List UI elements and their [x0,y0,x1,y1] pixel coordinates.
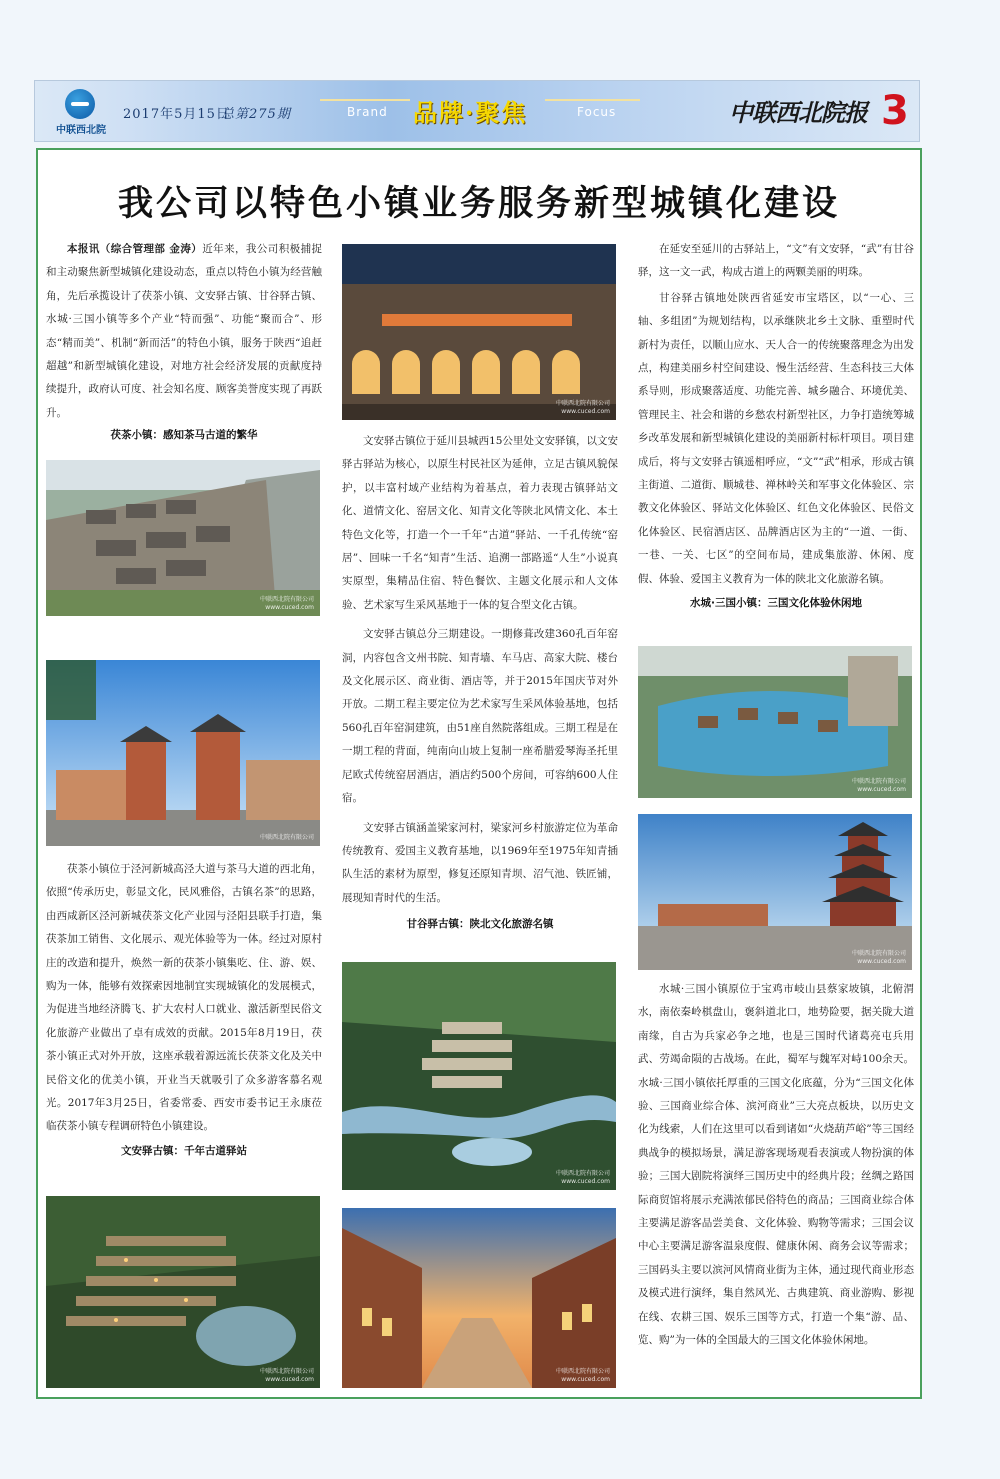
photo-fucha-aerial: 中联西北院有限公司 www.cuced.com [46,460,320,616]
divider-line [320,99,410,101]
byline: 本报讯（综合管理部 金涛） [67,243,203,255]
article-column-2 [342,430,618,934]
photo-ganguyi-aerial: 中联西北院有限公司 www.cuced.com [342,962,616,1190]
paragraph-sanguo: 水城·三国小镇原位于宝鸡市岐山县蔡家坡镇，北俯渭水，南依秦岭棋盘山，褒斜道北口，地势险要，据关陇大道南缘，自古为兵家必争之地，也是三国时代诸葛亮屯兵用武、劳竭命陨的古战场。在此，蜀军与魏军对峙100余天。水城·三国小镇依托厚重的三国文化底蕴，分为“三国文化体验、三国商业综合体、滨河商业”三大亮点板块，以历史文化为线索，人们在这里可以看到诸如“火烧葫芦峪”等三国经典战争的模拟场景，满足游客现场观看表演或人物扮演的体验；三国大剧院将演绎三国历史中的经典片段；丝绸之路国际商贸馆将展示充满浓郁民俗特色的商品；三国商业综合体主要满足游客品尝美食、文化体验、购物等需求；三国会议中心主要满足游客温泉度假、健康休闲、商务会议等需求；三国码头主要以滨河风情商业街为主体，通过现代商业形态及模式进行演绎，集自然风光、古典建筑、商业游购、影视在线、农耕三国、娱乐三国等方式，打造一个集“游、品、览、购”为一体的全国最大的三国文化体验休闲地。 [638,983,914,1347]
article-column-3 [638,238,914,613]
section-label-en-right: Focus [577,105,617,119]
page-number: 3 [881,88,909,134]
photo-ganguyi-street: 中联西北院有限公司 www.cuced.com [342,1208,616,1388]
article-column-1 [46,238,322,445]
article-headline: 我公司以特色小镇业务服务新型城镇化建设 [117,184,840,224]
issue-date: 2017年5月15日 [123,107,230,122]
paragraph-ganguyi-1: 在延安至延川的古驿站上，“文”有文安驿，“武”有甘谷驿，这一文一武，构成古道上的两颗美丽的明珠。 [638,243,914,279]
photo-wenanyi-night: 中联西北院有限公司 www.cuced.com [342,244,616,420]
paragraph-wenanyi-2: 文安驿古镇总分三期建设。一期修葺改建360孔百年窑洞，内容包含文州书院、知青墙、车马店、高家大院、楼台及文化展示区、商业街、酒店等，并于2015年国庆节对外开放。二期工程主要定位为艺术家写生采风体验基地，包括560孔百年窑洞建筑，由51座自然院落组成。三期工程是在一期工程的背面，纯南向山坡上复制一座希腊爱琴海圣托里尼欧式传统窑居酒店，酒店约500个房间，可容纳600人住宿。 [342,628,618,805]
company-logo [49,87,113,139]
intro-text: 近年来，我公司积极捕捉和主动聚焦新型城镇化建设动态，重点以特色小镇为经营触角，先后承揽设计了茯茶小镇、文安驿古镇、甘谷驿古镇、水城·三国小镇等多个产业“特而强”、功能“聚而合”、形态“精而美”、机制“新而活”的特色小镇，服务于陕西“追赶超越”和新型城镇化建设，对地方社会经济发展的贡献度持续提升，政府认可度、社会知名度、顾客美誉度实现了再跃升。 [46,243,322,419]
newspaper-name: 中联西北院报 [729,98,867,127]
photo-fucha-gate: 中联西北院有限公司 [46,660,320,846]
subhead-fucha: 茯茶小镇：感知茶马古道的繁华 [110,429,258,442]
photo-sanguo-pagoda: 中联西北院有限公司 www.cuced.com [638,814,912,970]
paragraph-wenanyi-3: 文安驿古镇涵盖梁家河村，梁家河乡村旅游定位为革命传统教育、爱国主义教育基地，以1969年至1975年知青插队生活的素材为原型，修复还原知青坝、沼气池、铁匠铺，展现知青时代的生活。 [342,821,618,904]
subhead-wenanyi: 文安驿古镇：千年古道驿站 [121,1144,247,1157]
photo-sanguo-water: 中联西北院有限公司 www.cuced.com [638,646,912,798]
photo-wenanyi-aerial: 中联西北院有限公司 www.cuced.com [46,1196,320,1388]
section-label-en-left: Brand [347,105,388,119]
article-column-3-continued [638,978,914,1353]
section-title: 品牌·聚焦 [413,98,528,127]
paragraph-ganguyi-2: 甘谷驿古镇地处陕西省延安市宝塔区，以“一心、三轴、多组团”为规划结构，以承继陕北乡土文脉、重塑时代新村为责任，以顺山应水、天人合一的传统聚落理念为出发点，构建美丽乡村空间建设、慢生活经营、生态科技三大体系导则，形成聚落适度、功能完善、城乡融合、环境优美、管理民主、社会和谐的乡愁农村新型社区，力争打造统筹城乡改革发展和新型城镇化建设的美丽新村标杆项目。项目建成后，将与文安驿古镇遥相呼应，“文”“武”相承，形成古镇主街道、二道街、顺城巷、禅林岭关和军事文化体验区、宗教文化体验区、驿站文化体验区、红色文化体验区、民俗文化体验区、民宿酒店区、品牌酒店区为主的“一道、一街、一巷、一关、七区”的空间布局，建成集旅游、休闲、度假、体验、爱国主义教育为一体的陕北文化旅游名镇。 [638,291,914,585]
subhead-ganguyi: 甘谷驿古镇：陕北文化旅游名镇 [406,918,554,931]
masthead-banner [34,80,920,142]
paragraph-wenanyi-1: 文安驿古镇位于延川县城西15公里处文安驿镇，以文安驿古驿站为核心，以原生村民社区为延伸，立足古镇风貌保护，以丰富村域产业结构为着基点，着力表现古镇驿站文化、道情文化、窑居文化、知青文化等陕北风情文化、本土特色文化等，打造一个一千年“古道”驿站、一千孔传统“窑居”、回味一千名“知青”生活、追溯一部路遥“人生”小说真实原型，集精品住宿、特色餐饮、主题文化展示和人文体验、艺术家写生采风基地于一体的复合型文化古镇。 [342,435,618,611]
logo-emblem-icon [65,89,95,119]
paragraph-fucha: 茯茶小镇位于泾河新城高泾大道与茶马大道的西北角，依照“传承历史，彰显文化，民风雅俗，古镇名茶”的思路，由西咸新区泾河新城茯茶文化产业园与泾阳县联手打造，集茯茶加工销售、文化展示、观光体验等为一体。经过对原村庄的改造和提升，焕然一新的茯茶小镇集吃、住、游、娱、购为一体，能够有效探索因地制宜实现城镇化的发展模式，为促进当地经济腾飞、扩大农村人口就业、激活新型民俗文化旅游产业做出了卓有成效的贡献。2015年8月19日，茯茶小镇正式对外开放，这座承载着源远流长茯茶文化及关中民俗文化的优美小镇，开业当天就吸引了众多游客慕名观光。2017年3月25日，省委常委、西安市委书记王永康莅临茯茶小镇专程调研特色小镇建设。 [46,863,322,1133]
issue-number: 总第275期 [221,107,291,122]
intro-paragraph [46,238,322,425]
divider-line [545,99,640,101]
article-frame [36,148,922,1399]
article-column-1-continued [46,858,322,1161]
subhead-sanguo: 水城·三国小镇：三国文化体验休闲地 [690,597,862,610]
logo-text: 中联西北院 [56,125,106,136]
